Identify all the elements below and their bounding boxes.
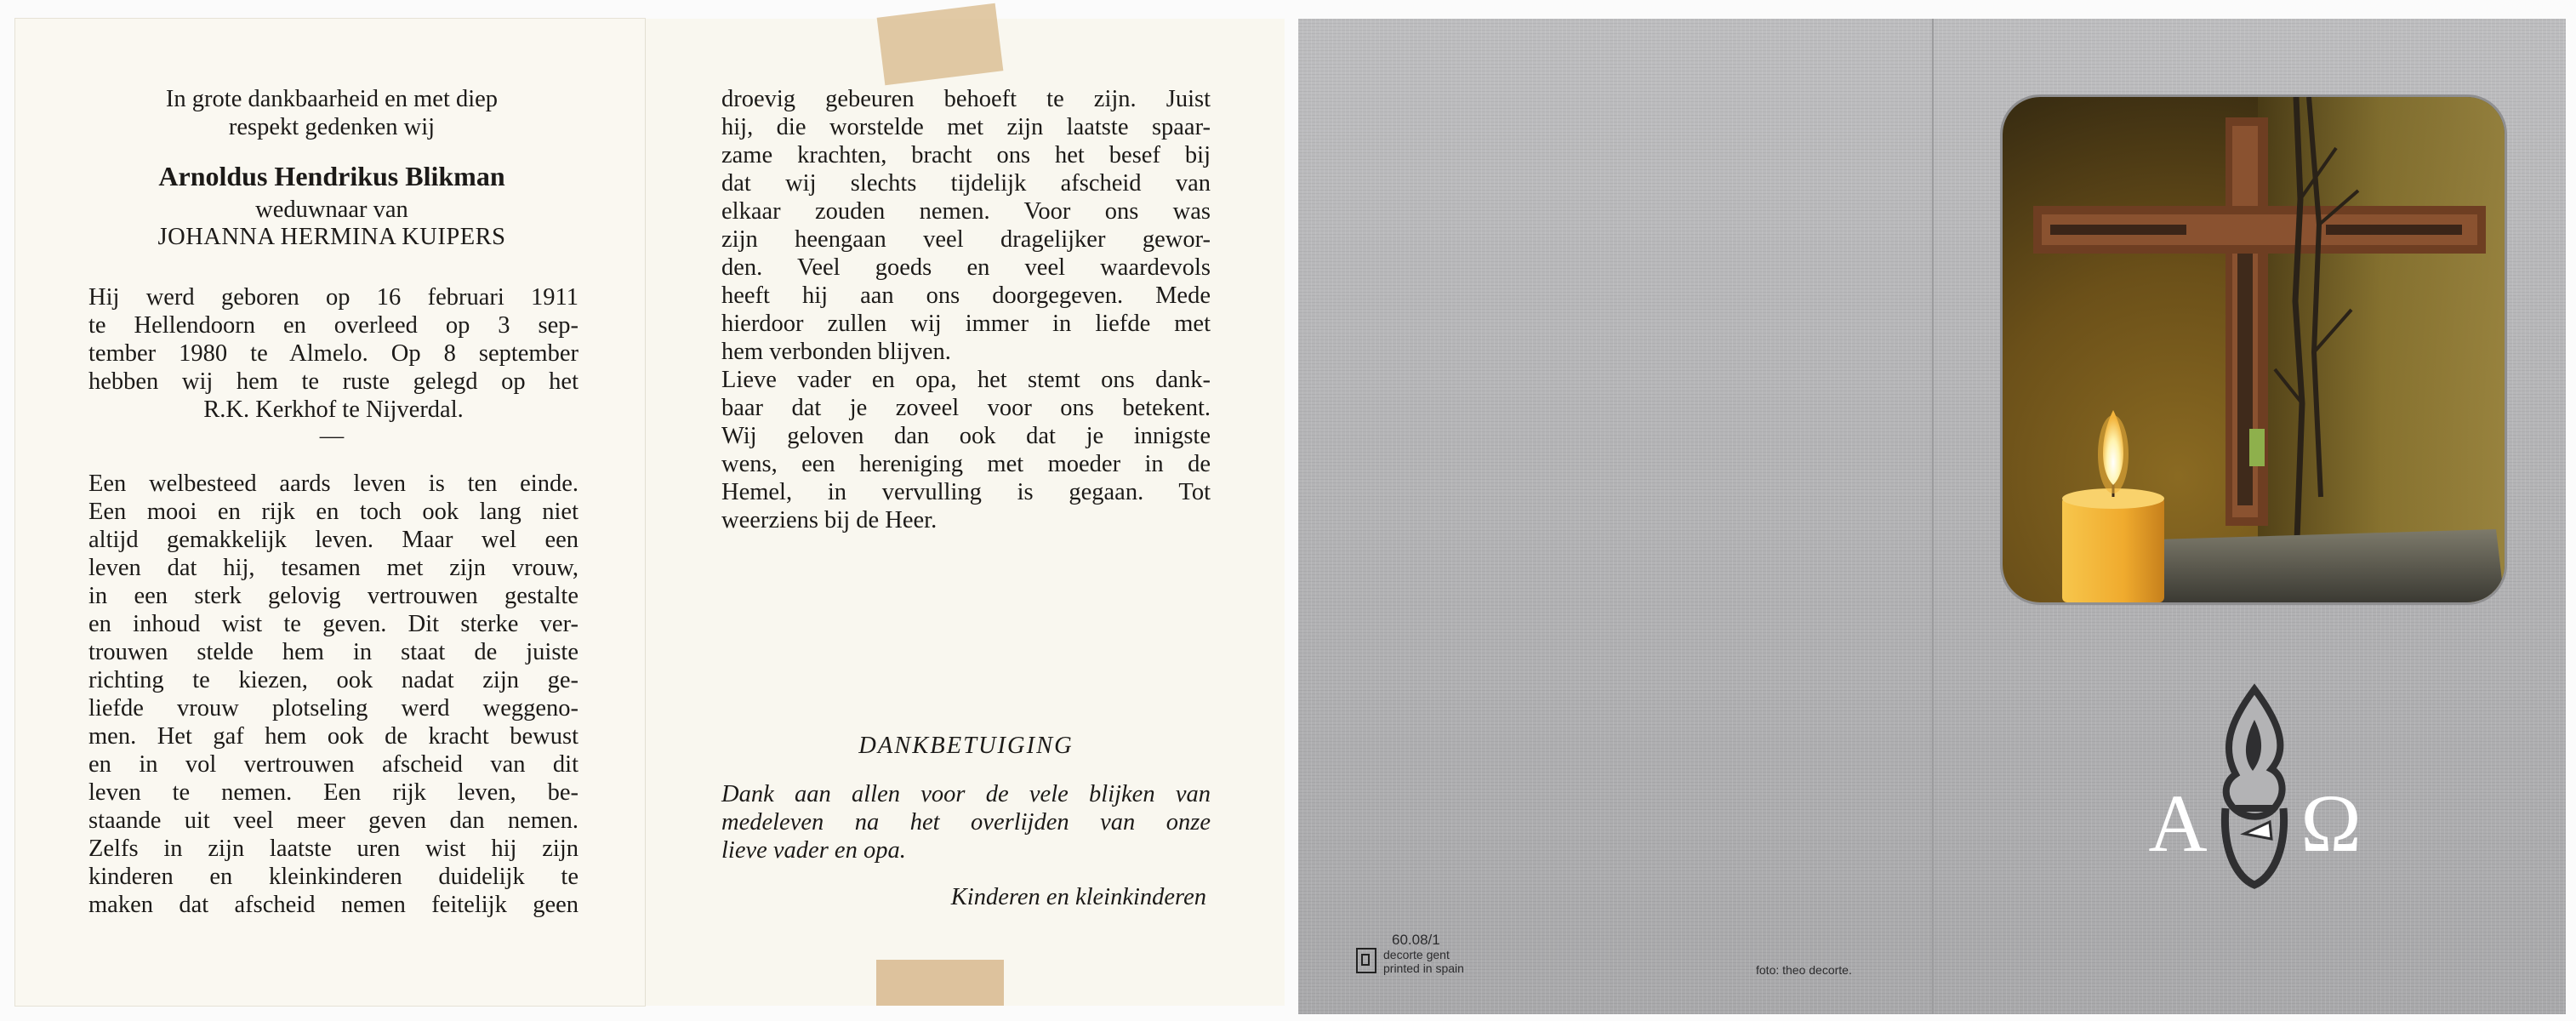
signoff: Kinderen en kleinkinderen bbox=[950, 884, 1206, 910]
omega-letter: Ω bbox=[2300, 778, 2362, 869]
deceased-name: Arnoldus Hendrikus Blikman bbox=[158, 161, 505, 191]
text-line: Hemel, in vervulling is gegaan. Tot bbox=[721, 479, 1211, 505]
text-line: heeft hij aan ons doorgegeven. Mede bbox=[721, 282, 1211, 309]
text-line: in een sterk gelovig vertrouwen gestalte bbox=[88, 583, 578, 609]
tape-bottom bbox=[876, 960, 1004, 1006]
text-line: Wij geloven dan ook dat je innigste bbox=[721, 423, 1211, 449]
text-line: droevig gebeuren behoeft te zijn. Juist bbox=[721, 86, 1211, 112]
text-line: maken dat afscheid nemen feitelijk geen bbox=[88, 892, 578, 918]
text-line: den. Veel goeds en veel waardevols bbox=[721, 254, 1211, 281]
text-line: hebben wij hem te ruste gelegd op het bbox=[88, 368, 578, 395]
tribute-continued-paragraph bbox=[721, 85, 1211, 534]
text-line: Zelfs in zijn laatste uren wist hij zijn bbox=[88, 836, 578, 862]
back-cover bbox=[1298, 19, 1932, 1014]
text-line: baar dat je zoveel voor ons betekent. bbox=[721, 395, 1211, 421]
text-line: richting te kiezen, ook nadat zijn ge- bbox=[88, 667, 578, 693]
separator-dash: — bbox=[319, 423, 345, 449]
text-line: zijn heengaan veel dragelijker gewor- bbox=[721, 226, 1211, 253]
text-line: wens, een hereniging met moeder in de bbox=[721, 451, 1211, 477]
cross-candle-photo bbox=[2003, 97, 2505, 602]
cover-photo bbox=[2003, 97, 2505, 602]
text-line: trouwen stelde hem in staat de juiste bbox=[88, 639, 578, 665]
text-line: Hij werd geboren op 16 februari 1911 bbox=[88, 284, 578, 311]
intro-text bbox=[85, 85, 578, 141]
publisher-imprint bbox=[1383, 948, 1464, 975]
stone-slab bbox=[2147, 529, 2505, 602]
text-line: elkaar zouden nemen. Voor ons was bbox=[721, 198, 1211, 225]
emblem-art bbox=[2144, 681, 2365, 902]
text-line: en inhoud wist te geven. Dit sterke ver- bbox=[88, 611, 578, 637]
text-line: dat wij slechts tijdelijk afscheid van bbox=[721, 170, 1211, 197]
text-line: Dank aan allen voor de vele blijken van bbox=[721, 781, 1211, 807]
text-line: hierdoor zullen wij immer in liefde met bbox=[721, 311, 1211, 337]
text-line: leven te nemen. Een rijk leven, be- bbox=[88, 779, 578, 806]
birth-death-paragraph bbox=[88, 283, 578, 424]
candle bbox=[2062, 497, 2164, 602]
text-line: tember 1980 te Almelo. Op 8 september bbox=[88, 340, 578, 367]
publisher-line: decorte gent bbox=[1383, 948, 1450, 961]
text-line: altijd gemakkelijk leven. Maar wel een bbox=[88, 527, 578, 553]
text-line: hem verbonden blijven. bbox=[721, 339, 951, 365]
text-line: kinderen en kleinkinderen duidelijk te bbox=[88, 864, 578, 890]
text-line: Een mooi en rijk en toch ook lang niet bbox=[88, 499, 578, 525]
text-line: men. Het gaf hem ook de kracht bewust bbox=[88, 723, 578, 750]
text-line: staande uit veel meer geven dan nemen. bbox=[88, 807, 578, 834]
intro-line: respekt gedenken wij bbox=[228, 114, 436, 140]
card-reference-code: 60.08/1 bbox=[1392, 932, 1440, 948]
alpha-omega-emblem bbox=[2144, 681, 2365, 902]
spouse-name: JOHANNA HERMINA KUIPERS bbox=[157, 224, 506, 250]
publisher-line: printed in spain bbox=[1383, 961, 1464, 975]
text-line: medeleven na het overlijden van onze bbox=[721, 809, 1211, 836]
alpha-letter: Α bbox=[2148, 778, 2208, 869]
text-line: R.K. Kerkhof te Nijverdal. bbox=[203, 396, 464, 423]
tribute-paragraph bbox=[88, 470, 578, 919]
text-line: leven dat hij, tesamen met zijn vrouw, bbox=[88, 555, 578, 581]
text-line: hij, die worstelde met zijn laatste spaar- bbox=[721, 114, 1211, 140]
thanks-paragraph bbox=[721, 780, 1211, 864]
intro-line: In grote dankbaarheid en met diep bbox=[165, 86, 499, 112]
tape-top bbox=[877, 3, 1004, 85]
photo-credit: foto: theo decorte. bbox=[1756, 963, 1852, 977]
text-line: Lieve vader en opa, het stemt ons dank- bbox=[721, 367, 1211, 393]
text-line: weerziens bij de Heer. bbox=[721, 507, 938, 533]
publisher-logo-icon bbox=[1356, 948, 1376, 973]
widower-label: weduwnaar van bbox=[255, 197, 408, 223]
thanks-heading: DANKBETUIGING bbox=[858, 733, 1074, 759]
text-line: liefde vrouw plotseling werd weggeno- bbox=[88, 695, 578, 722]
text-line: lieve vader en opa. bbox=[721, 837, 906, 864]
text-line: Een welbesteed aards leven is ten einde. bbox=[88, 471, 578, 497]
text-line: zame krachten, bracht ons het besef bij bbox=[721, 142, 1211, 168]
text-line: en in vol vertrouwen afscheid van dit bbox=[88, 751, 578, 778]
text-line: te Hellendoorn en overleed op 3 sep- bbox=[88, 312, 578, 339]
